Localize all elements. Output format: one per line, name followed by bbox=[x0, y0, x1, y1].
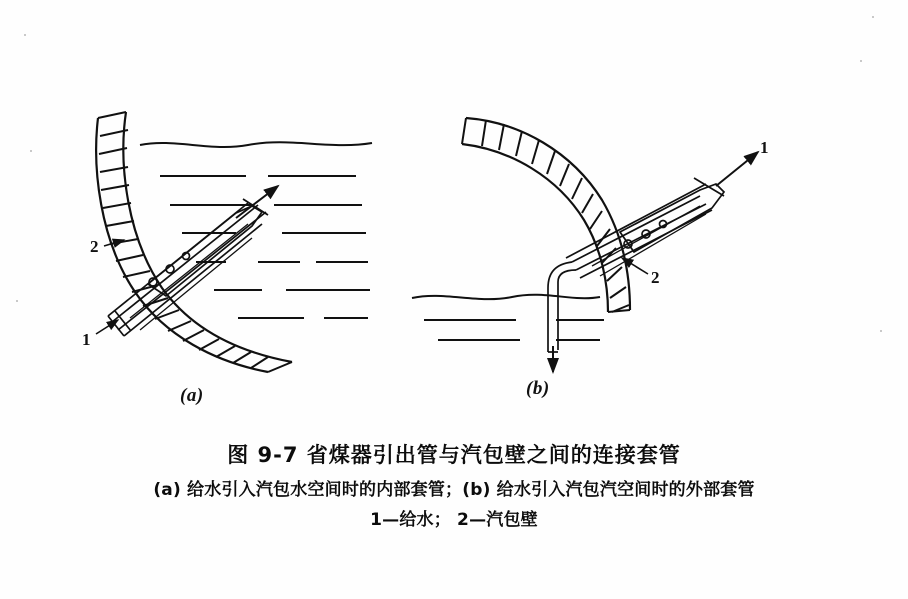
caption-subtitle: (a) 给水引入汽包水空间时的内部套管；(b) 给水引入汽包汽空间时的外部套管 bbox=[153, 480, 755, 500]
panel-b-drawing bbox=[412, 118, 758, 372]
figure-caption bbox=[0, 440, 908, 534]
caption-legend: 1—给水； 2—汽包壁 bbox=[370, 510, 538, 530]
bottom-smudge bbox=[120, 575, 310, 597]
panel-a-drawing bbox=[96, 112, 372, 372]
scan-speck bbox=[24, 34, 26, 36]
panel-label-a: (a) bbox=[180, 385, 204, 406]
caption-title: 图 9-7 省煤器引出管与汽包壁之间的连接套管 bbox=[227, 443, 681, 467]
scan-speck bbox=[860, 60, 862, 62]
callout-b-2: 2 bbox=[651, 268, 660, 287]
callout-a-2: 2 bbox=[90, 237, 99, 256]
scan-speck bbox=[16, 300, 18, 302]
callout-b-1: 1 bbox=[760, 138, 769, 157]
scan-speck bbox=[30, 150, 32, 152]
panel-label-b: (b) bbox=[526, 378, 550, 399]
scan-speck bbox=[880, 330, 882, 332]
scan-speck bbox=[872, 16, 874, 18]
callout-a-1: 1 bbox=[82, 330, 91, 349]
